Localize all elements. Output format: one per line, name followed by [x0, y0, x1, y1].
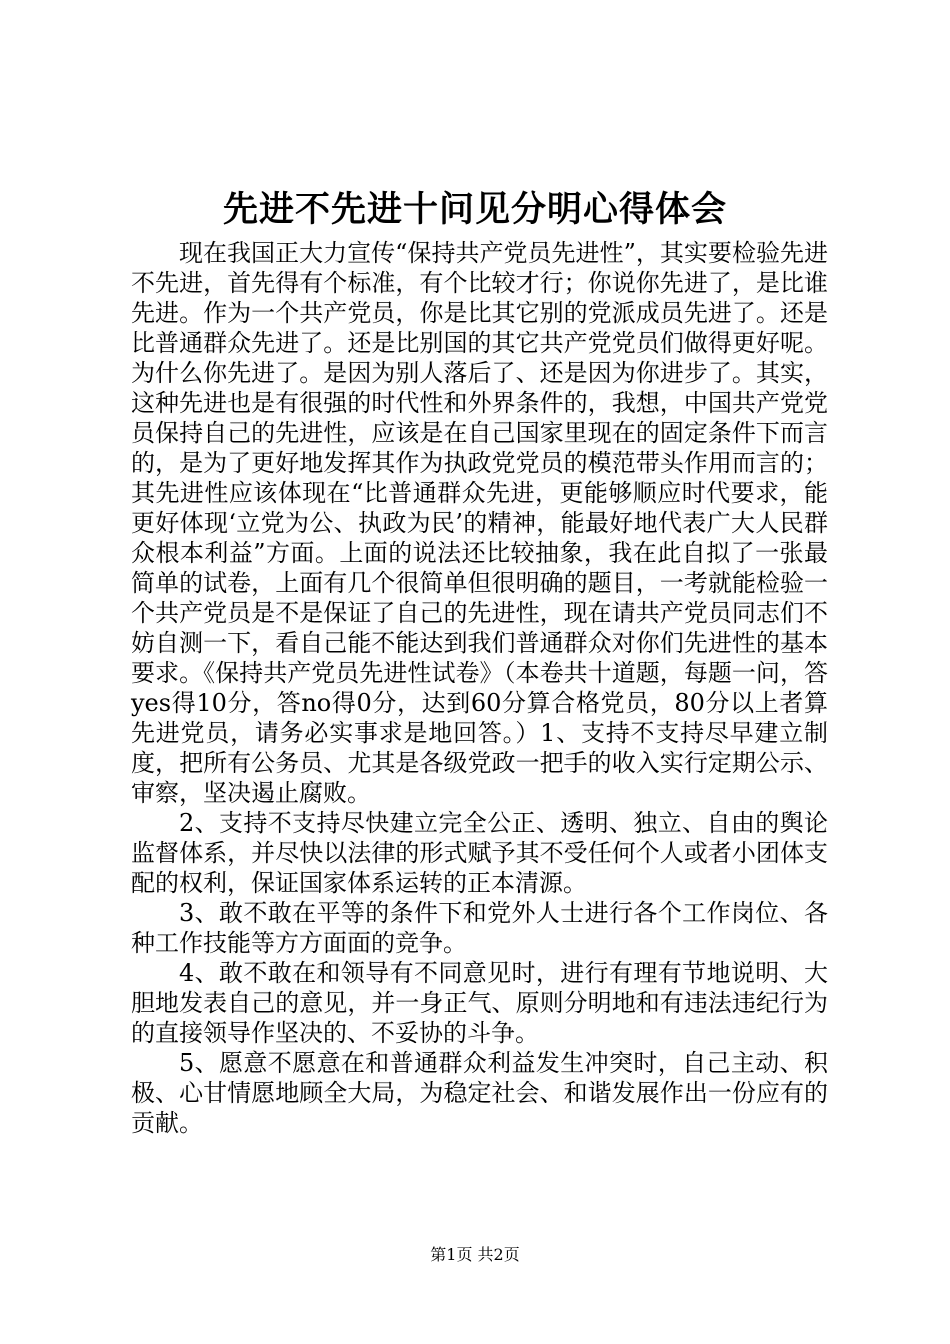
document-body — [131, 238, 828, 1138]
paragraph-question-2: 2、支持不支持尽快建立完全公正、透明、独立、自由的舆论监督体系，并尽快以法律的形式赋予其不受任何个人或者小团体支配的权利，保证国家体系运转的正本清源。 — [131, 809, 828, 897]
page-number-footer: 第1页 共2页 — [430, 1245, 520, 1264]
document-title: 先进不先进十问见分明心得体会 — [222, 190, 727, 230]
paragraph-question-3: 3、敢不敢在平等的条件下和党外人士进行各个工作岗位、各种工作技能等方方面面的竞争。 — [131, 899, 828, 957]
paragraph-question-5: 5、愿意不愿意在和普通群众利益发生冲突时，自己主动、积极、心甘情愿地顾全大局，为稳定社会、和谐发展作出一份应有的贡献。 — [131, 1049, 828, 1137]
paragraph-question-4: 4、敢不敢在和领导有不同意见时，进行有理有节地说明、大胆地发表自己的意见，并一身正气、原则分明地和有违法违纪行为的直接领导作坚决的、不妥协的斗争。 — [131, 959, 828, 1047]
paragraph-intro: 现在我国正大力宣传“保持共产党员先进性”，其实要检验先进不先进，首先得有个标准，有个比较才行；你说你先进了，是比谁先进。作为一个共产党员，你是比其它别的党派成员先进了。还是比普通群众先进了。还是比别国的其它共产党党员们做得更好呢。为什么你先进了。是因为别人落后了、还是因为你进步了。其实，这种先进也是有很强的时代性和外界条件的，我想，中国共产党党员保持自己的先进性，应该是在自己国家里现在的固定条件下而言的，是为了更好地发挥其作为执政党党员的模范带头作用而言的；其先进性应该体现在“比普通群众先进，更能够顺应时代要求，能更好体现‘立党为公、执政为民’的精神，能最好地代表广大人民群众根本利益”方面。上面的说法还比较抽象，我在此自拟了一张最简单的试卷，上面有几个很简单但很明确的题目，一考就能检验一个共产党员是不是保证了自己的先进性，现在请共产党员同志们不妨自测一下，看自己能不能达到我们普通群众对你们先进性的基本要求。《保持共产党员先进性试卷》（本卷共十道题，每题一问，答yes得10分，答no得0分，达到60分算合格党员，80分以上者算先进党员，请务必实事求是地回答。）1、支持不支持尽早建立制度，把所有公务员、尤其是各级党政一把手的收入实行定期公示、审察，坚决遏止腐败。 — [131, 239, 828, 807]
